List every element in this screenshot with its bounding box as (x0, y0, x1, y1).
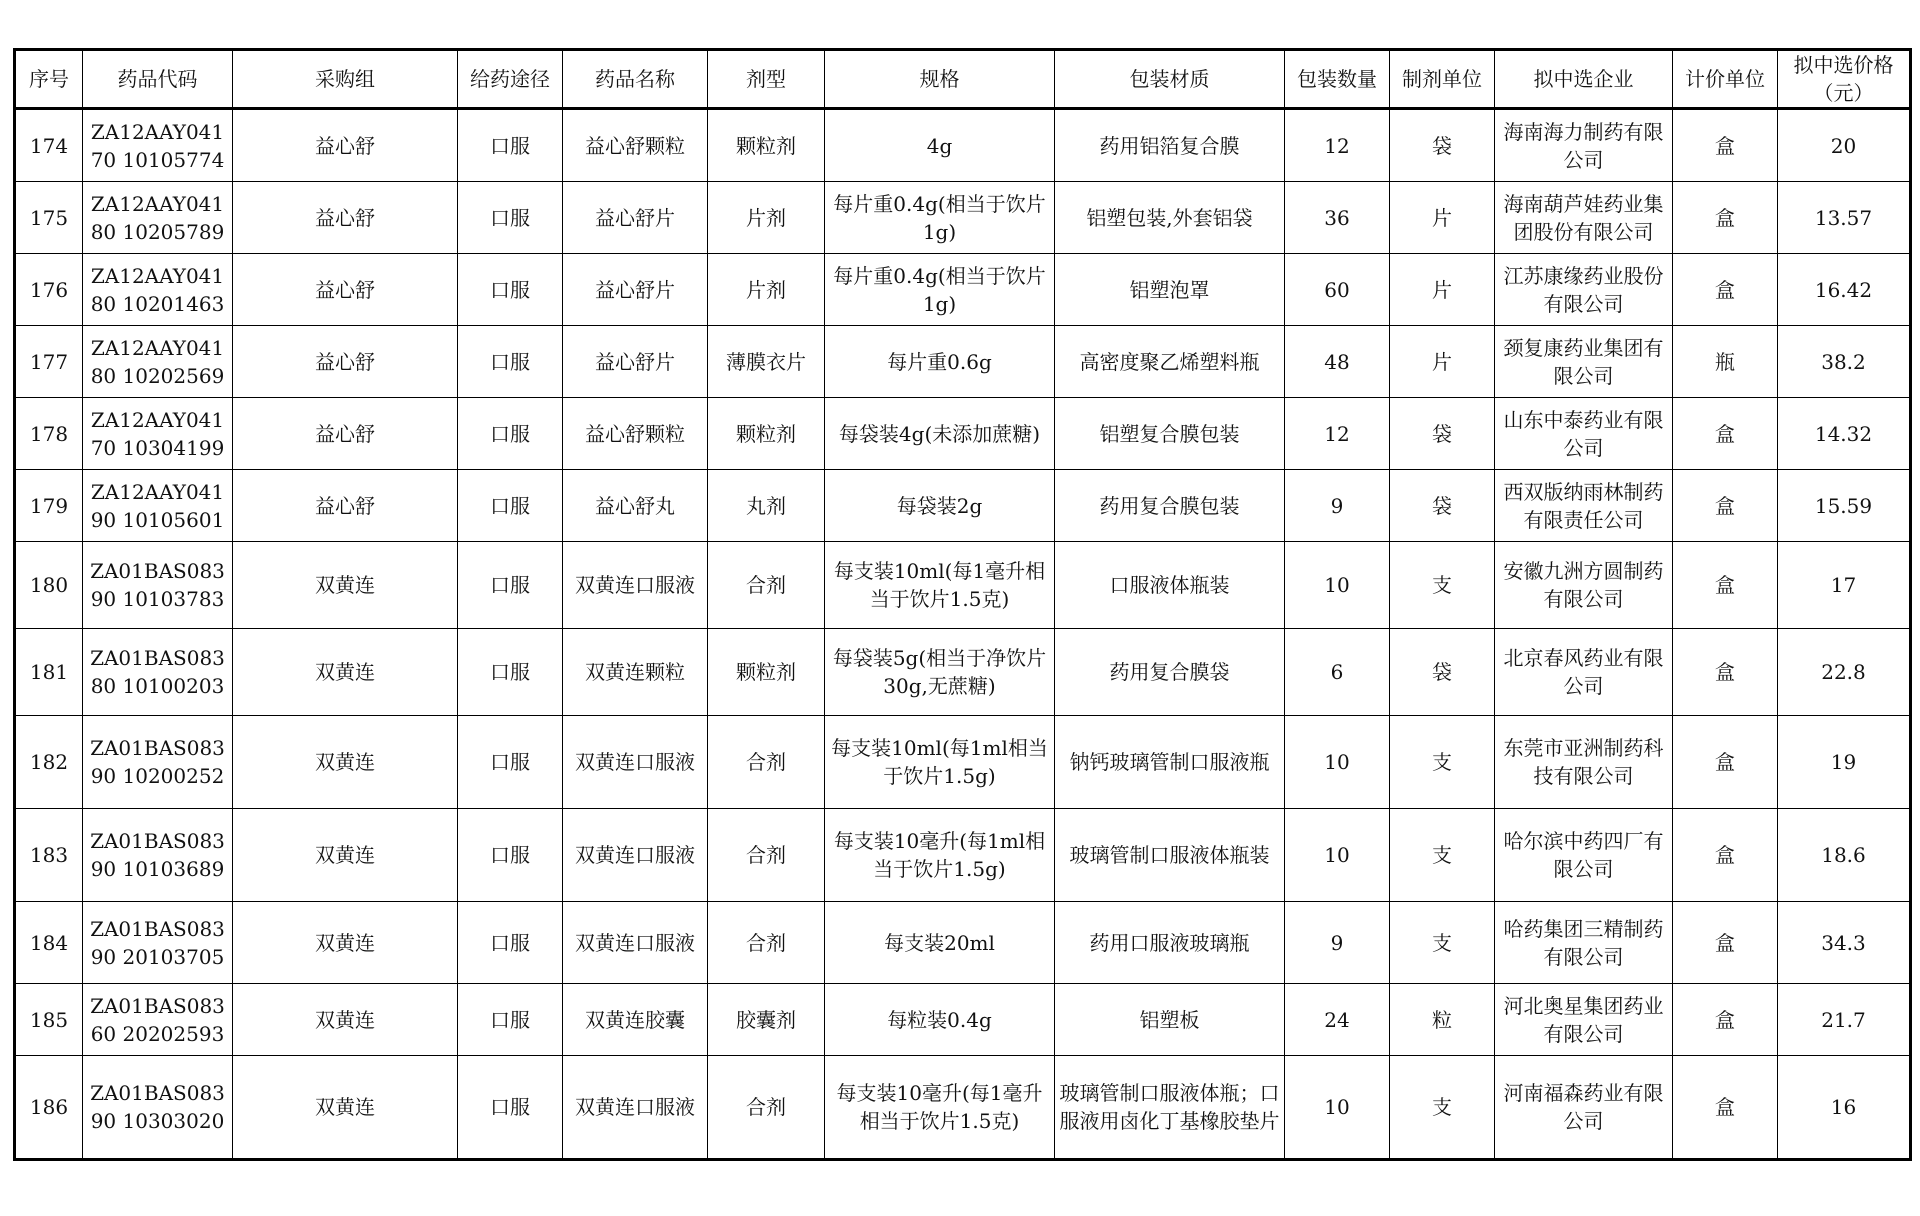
cell-code: ZA01BAS08360 20202593 (83, 984, 233, 1056)
header-cell-price: 拟中选价格（元） (1778, 50, 1911, 109)
cell-route: 口服 (458, 182, 563, 254)
cell-name: 双黄连口服液 (563, 902, 708, 984)
cell-price: 13.57 (1778, 182, 1911, 254)
cell-group: 双黄连 (233, 629, 458, 716)
cell-route: 口服 (458, 716, 563, 809)
cell-qty: 12 (1285, 398, 1390, 470)
cell-form: 合剂 (708, 542, 825, 629)
cell-price-unit: 盒 (1673, 254, 1778, 326)
cell-route: 口服 (458, 1056, 563, 1160)
cell-no: 176 (15, 254, 83, 326)
table-row (15, 902, 1911, 984)
cell-form: 胶囊剂 (708, 984, 825, 1056)
cell-company: 东莞市亚洲制药科技有限公司 (1495, 716, 1673, 809)
cell-price: 16 (1778, 1056, 1911, 1160)
cell-qty: 60 (1285, 254, 1390, 326)
cell-qty: 10 (1285, 809, 1390, 902)
cell-spec: 每粒装0.4g (825, 984, 1055, 1056)
cell-material: 药用复合膜袋 (1055, 629, 1285, 716)
cell-spec: 每支装10毫升(每1ml相当于饮片1.5g) (825, 809, 1055, 902)
cell-route: 口服 (458, 629, 563, 716)
cell-no: 177 (15, 326, 83, 398)
cell-company: 安徽九洲方圆制药有限公司 (1495, 542, 1673, 629)
cell-spec: 每袋装2g (825, 470, 1055, 542)
cell-unit: 袋 (1390, 470, 1495, 542)
cell-group: 双黄连 (233, 542, 458, 629)
cell-unit: 粒 (1390, 984, 1495, 1056)
cell-price: 38.2 (1778, 326, 1911, 398)
cell-price-unit: 盒 (1673, 902, 1778, 984)
cell-code: ZA01BAS08390 10103689 (83, 809, 233, 902)
cell-company: 河南福森药业有限公司 (1495, 1056, 1673, 1160)
cell-unit: 支 (1390, 902, 1495, 984)
cell-material: 铝塑泡罩 (1055, 254, 1285, 326)
cell-price: 16.42 (1778, 254, 1911, 326)
cell-no: 185 (15, 984, 83, 1056)
cell-price: 14.32 (1778, 398, 1911, 470)
cell-company: 江苏康缘药业股份有限公司 (1495, 254, 1673, 326)
table-row (15, 326, 1911, 398)
cell-name: 双黄连胶囊 (563, 984, 708, 1056)
cell-form: 合剂 (708, 902, 825, 984)
cell-form: 片剂 (708, 254, 825, 326)
cell-spec: 每支装10毫升(每1毫升相当于饮片1.5克) (825, 1056, 1055, 1160)
cell-unit: 支 (1390, 1056, 1495, 1160)
cell-form: 颗粒剂 (708, 398, 825, 470)
cell-name: 益心舒片 (563, 254, 708, 326)
cell-material: 口服液体瓶装 (1055, 542, 1285, 629)
cell-spec: 每片重0.6g (825, 326, 1055, 398)
cell-route: 口服 (458, 398, 563, 470)
cell-group: 益心舒 (233, 398, 458, 470)
cell-name: 益心舒颗粒 (563, 109, 708, 182)
cell-spec: 每袋装4g(未添加蔗糖) (825, 398, 1055, 470)
header-cell-name: 药品名称 (563, 50, 708, 109)
cell-route: 口服 (458, 254, 563, 326)
cell-name: 双黄连口服液 (563, 542, 708, 629)
cell-code: ZA01BAS08390 20103705 (83, 902, 233, 984)
cell-price: 20 (1778, 109, 1911, 182)
table-row (15, 716, 1911, 809)
cell-qty: 9 (1285, 470, 1390, 542)
cell-group: 益心舒 (233, 182, 458, 254)
cell-code: ZA12AAY04190 10105601 (83, 470, 233, 542)
header-cell-form: 剂型 (708, 50, 825, 109)
cell-unit: 支 (1390, 809, 1495, 902)
cell-price: 17 (1778, 542, 1911, 629)
cell-name: 双黄连口服液 (563, 809, 708, 902)
cell-unit: 片 (1390, 326, 1495, 398)
header-cell-group: 采购组 (233, 50, 458, 109)
cell-company: 海南葫芦娃药业集团股份有限公司 (1495, 182, 1673, 254)
header-cell-qty: 包装数量 (1285, 50, 1390, 109)
cell-no: 175 (15, 182, 83, 254)
header-cell-price-unit: 计价单位 (1673, 50, 1778, 109)
cell-no: 183 (15, 809, 83, 902)
header-cell-material: 包装材质 (1055, 50, 1285, 109)
table-row (15, 398, 1911, 470)
drug-procurement-table (13, 48, 1912, 1161)
cell-form: 颗粒剂 (708, 109, 825, 182)
cell-group: 益心舒 (233, 326, 458, 398)
cell-company: 河北奥星集团药业有限公司 (1495, 984, 1673, 1056)
cell-name: 双黄连口服液 (563, 716, 708, 809)
cell-price: 34.3 (1778, 902, 1911, 984)
cell-form: 合剂 (708, 1056, 825, 1160)
document-page (13, 48, 1909, 1161)
cell-no: 174 (15, 109, 83, 182)
cell-group: 益心舒 (233, 254, 458, 326)
cell-code: ZA01BAS08390 10103783 (83, 542, 233, 629)
cell-spec: 每支装20ml (825, 902, 1055, 984)
cell-name: 益心舒片 (563, 326, 708, 398)
cell-code: ZA01BAS08380 10100203 (83, 629, 233, 716)
cell-route: 口服 (458, 809, 563, 902)
cell-price: 15.59 (1778, 470, 1911, 542)
cell-name: 双黄连颗粒 (563, 629, 708, 716)
cell-price-unit: 盒 (1673, 398, 1778, 470)
cell-unit: 片 (1390, 254, 1495, 326)
cell-price-unit: 盒 (1673, 182, 1778, 254)
cell-no: 184 (15, 902, 83, 984)
cell-material: 铝塑板 (1055, 984, 1285, 1056)
cell-group: 双黄连 (233, 1056, 458, 1160)
cell-material: 高密度聚乙烯塑料瓶 (1055, 326, 1285, 398)
cell-material: 铝塑包装,外套铝袋 (1055, 182, 1285, 254)
cell-qty: 36 (1285, 182, 1390, 254)
cell-unit: 支 (1390, 716, 1495, 809)
cell-code: ZA01BAS08390 10200252 (83, 716, 233, 809)
cell-no: 180 (15, 542, 83, 629)
cell-form: 合剂 (708, 809, 825, 902)
cell-route: 口服 (458, 109, 563, 182)
header-cell-route: 给药途径 (458, 50, 563, 109)
cell-no: 182 (15, 716, 83, 809)
cell-code: ZA12AAY04180 10201463 (83, 254, 233, 326)
cell-price-unit: 瓶 (1673, 326, 1778, 398)
cell-price: 22.8 (1778, 629, 1911, 716)
cell-material: 药用铝箔复合膜 (1055, 109, 1285, 182)
cell-spec: 每支装10ml(每1ml相当于饮片1.5g) (825, 716, 1055, 809)
cell-company: 北京春风药业有限公司 (1495, 629, 1673, 716)
header-cell-code: 药品代码 (83, 50, 233, 109)
table-row (15, 809, 1911, 902)
cell-company: 海南海力制药有限公司 (1495, 109, 1673, 182)
cell-price-unit: 盒 (1673, 716, 1778, 809)
cell-route: 口服 (458, 984, 563, 1056)
cell-material: 铝塑复合膜包装 (1055, 398, 1285, 470)
cell-price-unit: 盒 (1673, 1056, 1778, 1160)
cell-form: 颗粒剂 (708, 629, 825, 716)
cell-spec: 每支装10ml(每1毫升相当于饮片1.5克) (825, 542, 1055, 629)
cell-name: 双黄连口服液 (563, 1056, 708, 1160)
cell-spec: 每片重0.4g(相当于饮片1g) (825, 254, 1055, 326)
cell-material: 药用口服液玻璃瓶 (1055, 902, 1285, 984)
header-cell-unit: 制剂单位 (1390, 50, 1495, 109)
cell-company: 颈复康药业集团有限公司 (1495, 326, 1673, 398)
cell-code: ZA12AAY04170 10304199 (83, 398, 233, 470)
cell-qty: 10 (1285, 542, 1390, 629)
cell-group: 双黄连 (233, 716, 458, 809)
cell-route: 口服 (458, 470, 563, 542)
cell-price-unit: 盒 (1673, 109, 1778, 182)
cell-form: 片剂 (708, 182, 825, 254)
cell-code: ZA12AAY04170 10105774 (83, 109, 233, 182)
cell-price: 21.7 (1778, 984, 1911, 1056)
header-cell-spec: 规格 (825, 50, 1055, 109)
table-row (15, 984, 1911, 1056)
cell-price-unit: 盒 (1673, 809, 1778, 902)
cell-price-unit: 盒 (1673, 629, 1778, 716)
cell-group: 益心舒 (233, 470, 458, 542)
cell-material: 钠钙玻璃管制口服液瓶 (1055, 716, 1285, 809)
cell-spec: 4g (825, 109, 1055, 182)
table-row (15, 542, 1911, 629)
cell-name: 益心舒片 (563, 182, 708, 254)
cell-unit: 袋 (1390, 629, 1495, 716)
cell-company: 西双版纳雨林制药有限责任公司 (1495, 470, 1673, 542)
cell-group: 益心舒 (233, 109, 458, 182)
cell-route: 口服 (458, 542, 563, 629)
cell-code: ZA12AAY04180 10202569 (83, 326, 233, 398)
table-row (15, 470, 1911, 542)
cell-company: 哈药集团三精制药有限公司 (1495, 902, 1673, 984)
table-row (15, 109, 1911, 182)
cell-unit: 片 (1390, 182, 1495, 254)
cell-no: 186 (15, 1056, 83, 1160)
header-cell-company: 拟中选企业 (1495, 50, 1673, 109)
cell-qty: 24 (1285, 984, 1390, 1056)
cell-no: 179 (15, 470, 83, 542)
cell-group: 双黄连 (233, 984, 458, 1056)
cell-code: ZA12AAY04180 10205789 (83, 182, 233, 254)
cell-form: 合剂 (708, 716, 825, 809)
cell-price-unit: 盒 (1673, 984, 1778, 1056)
table-row (15, 629, 1911, 716)
cell-price-unit: 盒 (1673, 542, 1778, 629)
cell-material: 玻璃管制口服液体瓶装 (1055, 809, 1285, 902)
cell-group: 双黄连 (233, 902, 458, 984)
cell-qty: 10 (1285, 716, 1390, 809)
cell-price: 18.6 (1778, 809, 1911, 902)
cell-route: 口服 (458, 902, 563, 984)
cell-form: 丸剂 (708, 470, 825, 542)
cell-spec: 每片重0.4g(相当于饮片1g) (825, 182, 1055, 254)
cell-spec: 每袋装5g(相当于净饮片30g,无蔗糖) (825, 629, 1055, 716)
cell-name: 益心舒颗粒 (563, 398, 708, 470)
cell-price-unit: 盒 (1673, 470, 1778, 542)
header-cell-no: 序号 (15, 50, 83, 109)
cell-no: 181 (15, 629, 83, 716)
cell-company: 哈尔滨中药四厂有限公司 (1495, 809, 1673, 902)
cell-code: ZA01BAS08390 10303020 (83, 1056, 233, 1160)
cell-form: 薄膜衣片 (708, 326, 825, 398)
cell-unit: 袋 (1390, 109, 1495, 182)
cell-company: 山东中泰药业有限公司 (1495, 398, 1673, 470)
cell-unit: 袋 (1390, 398, 1495, 470)
table-body (15, 109, 1911, 1160)
cell-unit: 支 (1390, 542, 1495, 629)
cell-qty: 12 (1285, 109, 1390, 182)
table-row (15, 1056, 1911, 1160)
table-row (15, 182, 1911, 254)
cell-qty: 10 (1285, 1056, 1390, 1160)
cell-material: 药用复合膜包装 (1055, 470, 1285, 542)
cell-route: 口服 (458, 326, 563, 398)
cell-qty: 9 (1285, 902, 1390, 984)
table-header-row (15, 50, 1911, 109)
cell-group: 双黄连 (233, 809, 458, 902)
cell-no: 178 (15, 398, 83, 470)
cell-qty: 48 (1285, 326, 1390, 398)
cell-qty: 6 (1285, 629, 1390, 716)
cell-price: 19 (1778, 716, 1911, 809)
cell-material: 玻璃管制口服液体瓶；口服液用卤化丁基橡胶垫片 (1055, 1056, 1285, 1160)
cell-name: 益心舒丸 (563, 470, 708, 542)
table-row (15, 254, 1911, 326)
